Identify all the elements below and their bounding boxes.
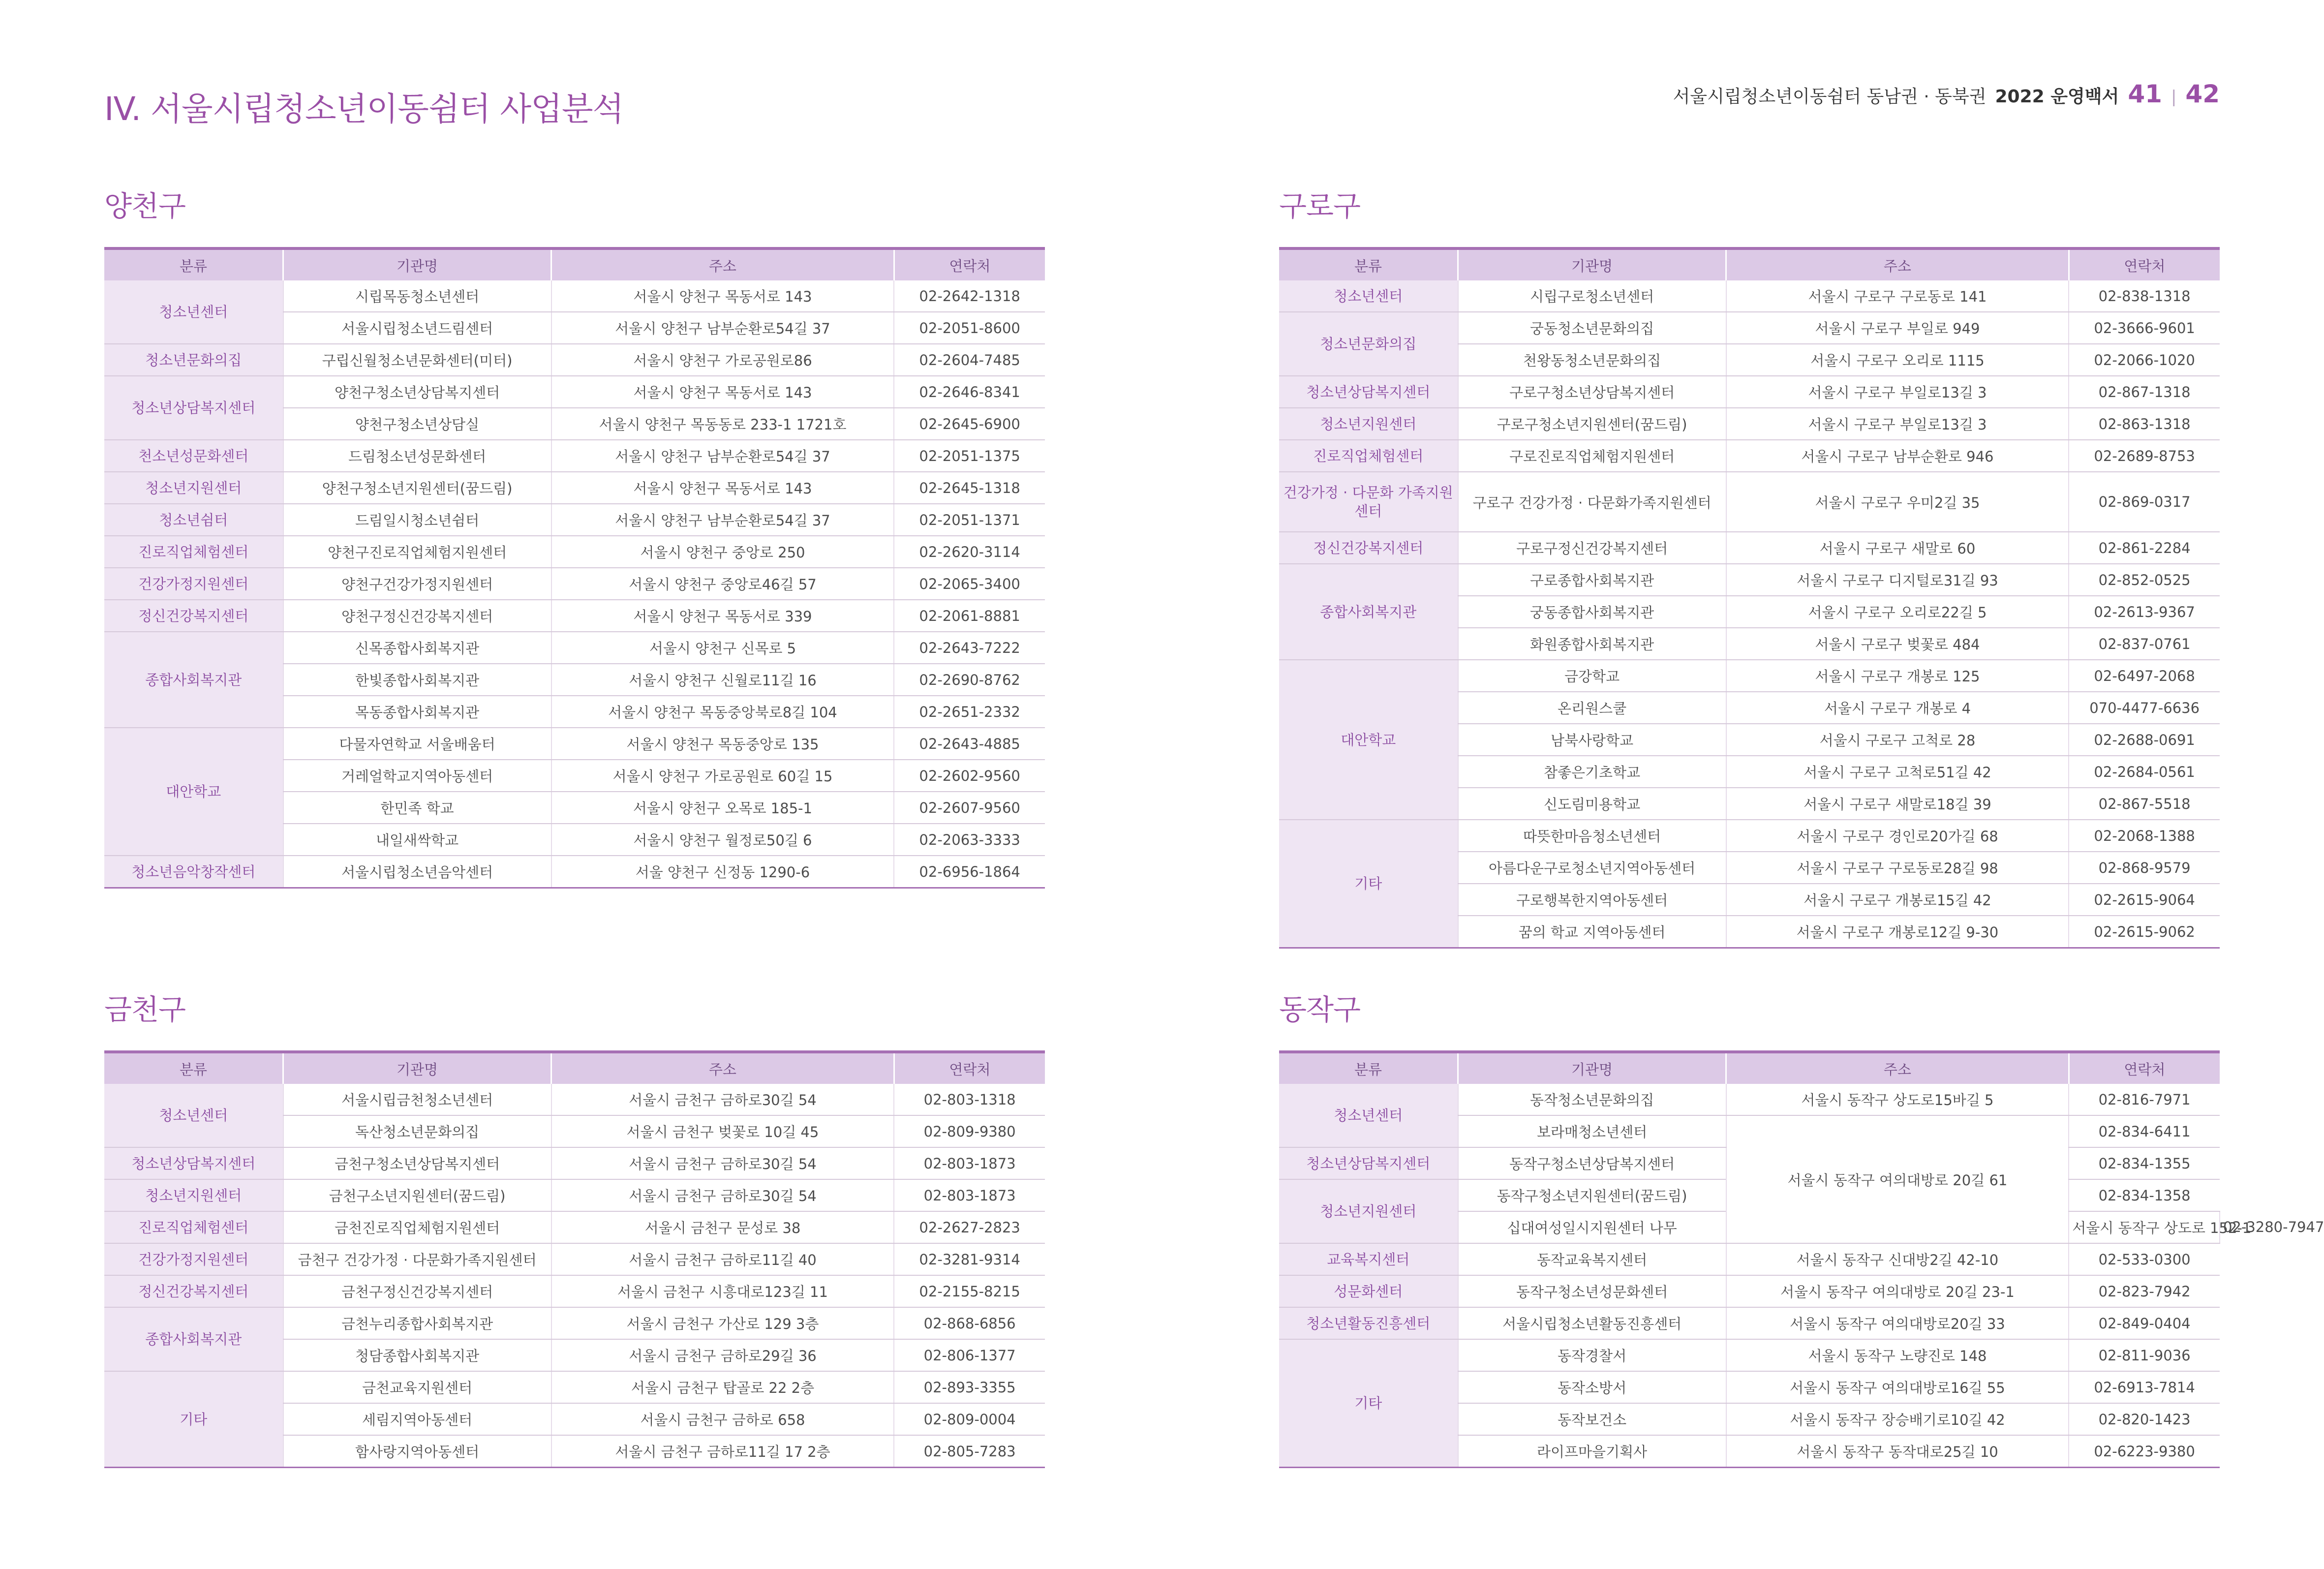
address-cell: 서울시 양천구 목동서로 143 [551,280,894,312]
phone-cell: 02-2607-9560 [894,792,1045,824]
page-number-left: 41 [2128,80,2162,108]
address-cell: 서울시 구로구 오리로22길 5 [1726,596,2069,628]
phone-cell: 02-2690-8762 [894,664,1045,696]
table-row [1279,472,2220,532]
address-cell: 서울시 금천구 금하로11길 40 [551,1243,894,1275]
category-cell: 청소년상담복지센터 [104,1147,283,1179]
institution-cell: 남북사랑학교 [1458,724,1726,756]
institution-cell: 온리원스쿨 [1458,692,1726,724]
category-cell: 청소년지원센터 [104,472,283,504]
category-cell: 대안학교 [104,728,283,856]
phone-cell: 02-838-1318 [2069,280,2220,312]
phone-cell: 02-2646-8341 [894,376,1045,408]
institution-cell: 양천구정신건강복지센터 [283,600,551,632]
phone-cell: 02-2068-1388 [2069,820,2220,852]
institution-cell: 신도림미용학교 [1458,788,1726,820]
phone-cell: 02-6913-7814 [2069,1371,2220,1403]
category-cell: 청소년센터 [104,280,283,344]
address-cell: 서울시 동작구 동작대로25길 10 [1726,1435,2069,1468]
category-cell: 청소년활동진흥센터 [1279,1307,1458,1339]
category-cell: 건강가정 · 다문화 가족지원센터 [1279,472,1458,532]
phone-cell: 02-2645-6900 [894,408,1045,440]
header-address: 주소 [1726,1052,2069,1084]
category-cell: 건강가정지원센터 [104,1243,283,1275]
address-cell: 서울시 구로구 부일로 949 [1726,312,2069,344]
address-cell: 서울시 양천구 목동서로 143 [551,376,894,408]
section-title: 동작구 [1279,993,1361,1026]
institution-cell: 동작경찰서 [1458,1339,1726,1371]
phone-cell: 02-2615-9064 [2069,884,2220,916]
phone-cell: 02-834-1355 [2069,1147,2220,1179]
institution-cell: 한빛종합사회복지관 [283,664,551,696]
table-row [104,344,1045,376]
category-cell: 청소년센터 [1279,280,1458,312]
category-cell: 청소년센터 [104,1084,283,1147]
institution-cell: 한민족 학교 [283,792,551,824]
phone-cell: 02-834-6411 [2069,1115,2220,1147]
header-phone: 연락처 [894,1052,1045,1084]
header-category: 분류 [1279,248,1458,280]
address-cell: 서울시 금천구 시흥대로123길 11 [551,1275,894,1307]
category-cell: 청소년센터 [1279,1084,1458,1147]
category-cell: 진로직업체험센터 [1279,440,1458,472]
table-row [1279,532,2220,564]
institution-cell: 구로구정신건강복지센터 [1458,532,1726,564]
institution-cell: 동작청소년문화의집 [1458,1084,1726,1115]
address-cell: 서울시 금천구 금하로30길 54 [551,1147,894,1179]
address-cell: 서울시 구로구 개봉로 4 [1726,692,2069,724]
institution-cell: 동작소방서 [1458,1371,1726,1403]
institution-cell: 금천구 건강가정 · 다문화가족지원센터 [283,1243,551,1275]
phone-cell: 02-6956-1864 [894,856,1045,888]
phone-cell: 02-868-6856 [894,1307,1045,1339]
category-cell: 기타 [1279,1339,1458,1468]
phone-cell: 02-869-0317 [2069,472,2220,532]
institution-cell: 양천구진로직업체험지원센터 [283,536,551,568]
address-cell: 서울시 금천구 금하로30길 54 [551,1179,894,1211]
institution-cell: 꿈의 학교 지역아동센터 [1458,916,1726,948]
phone-cell: 02-867-1318 [2069,376,2220,408]
phone-cell: 02-2051-8600 [894,312,1045,344]
phone-cell: 02-2604-7485 [894,344,1045,376]
table-row [104,440,1045,472]
phone-cell: 02-2689-8753 [2069,440,2220,472]
table-row [104,504,1045,536]
address-cell: 서울 양천구 신정동 1290-6 [551,856,894,888]
address-cell: 서울시 동작구 여의대방로 20길 23-1 [1726,1275,2069,1307]
phone-cell: 02-2061-8881 [894,600,1045,632]
phone-cell: 02-2602-9560 [894,760,1045,792]
category-cell: 정신건강복지센터 [104,1275,283,1307]
table-row [104,472,1045,504]
phone-cell: 02-811-9036 [2069,1339,2220,1371]
header-phone: 연락처 [2069,1052,2220,1084]
page-title: IV. 서울시립청소년이동쉼터 사업분석 [104,90,624,128]
institution-cell: 청담종합사회복지관 [283,1339,551,1371]
address-cell: 서울시 구로구 구로동로28길 98 [1726,852,2069,884]
phone-cell: 02-834-1358 [2069,1179,2220,1211]
table-row [104,536,1045,568]
address-cell: 서울시 양천구 목동서로 339 [551,600,894,632]
institution-cell: 라이프마을기획사 [1458,1435,1726,1468]
section-geumcheon [104,986,1045,1468]
phone-cell: 02-823-7942 [2069,1275,2220,1307]
category-cell: 종합사회복지관 [104,1307,283,1371]
phone-cell: 02-3666-9601 [2069,312,2220,344]
phone-cell: 02-852-0525 [2069,564,2220,596]
address-cell: 서울시 금천구 금하로29길 36 [551,1339,894,1371]
phone-cell: 02-2051-1371 [894,504,1045,536]
section-guro [1279,183,2220,949]
table-row [104,280,1045,312]
institution-cell: 양천구건강가정지원센터 [283,568,551,600]
institution-cell: 목동종합사회복지관 [283,696,551,728]
address-cell: 서울시 동작구 신대방2길 42-10 [1726,1243,2069,1275]
header-institution: 기관명 [1458,1052,1726,1084]
institution-cell: 금강학교 [1458,660,1726,692]
category-cell: 청소년지원센터 [104,1179,283,1211]
phone-cell: 070-4477-6636 [2069,692,2220,724]
institution-cell: 금천진로직업체험지원센터 [283,1211,551,1243]
directory-table [1279,247,2220,949]
address-cell: 서울시 양천구 가로공원로86 [551,344,894,376]
category-cell: 청소년음악창작센터 [104,856,283,888]
phone-cell: 02-805-7283 [894,1435,1045,1468]
table-row [1279,280,2220,312]
category-cell: 진로직업체험센터 [104,1211,283,1243]
header-category: 분류 [104,248,283,280]
address-cell: 서울시 금천구 가산로 129 3층 [551,1307,894,1339]
address-cell: 서울시 금천구 탑골로 22 2층 [551,1371,894,1403]
category-cell: 기타 [104,1371,283,1468]
header-address: 주소 [551,248,894,280]
phone-cell: 02-861-2284 [2069,532,2220,564]
phone-cell: 02-867-5518 [2069,788,2220,820]
phone-cell: 02-2620-3114 [894,536,1045,568]
phone-cell: 02-863-1318 [2069,408,2220,440]
institution-cell: 내일새싹학교 [283,824,551,856]
phone-cell: 02-6223-9380 [2069,1435,2220,1468]
institution-cell: 금천구청소년상담복지센터 [283,1147,551,1179]
category-cell: 교육복지센터 [1279,1243,1458,1275]
category-cell: 청소년문화의집 [1279,312,1458,376]
address-cell: 서울시 양천구 남부순환로54길 37 [551,312,894,344]
address-cell: 서울시 금천구 문성로 38 [551,1211,894,1243]
institution-cell: 동작보건소 [1458,1403,1726,1435]
address-cell: 서울시 구로구 고척로 28 [1726,724,2069,756]
table-row [1279,1307,2220,1339]
institution-cell: 드림일시청소년쉼터 [283,504,551,536]
category-cell: 청소년상담복지센터 [104,376,283,440]
header-title: 서울시립청소년이동쉼터 동남권 · 동북권 [1673,87,1987,107]
phone-cell: 02-816-7971 [2069,1084,2220,1115]
directory-table [104,1050,1045,1468]
institution-cell: 보라매청소년센터 [1458,1115,1726,1147]
table-row [1279,408,2220,440]
address-cell: 서울시 양천구 신목로 5 [551,632,894,664]
table-row [1279,376,2220,408]
header-phone: 연락처 [2069,248,2220,280]
phone-cell: 02-806-1377 [894,1339,1045,1371]
phone-cell: 02-820-1423 [2069,1403,2220,1435]
category-cell: 청소년상담복지센터 [1279,1147,1458,1179]
address-cell: 서울시 동작구 상도로15바길 5 [1726,1084,2069,1115]
section-title: 양천구 [104,189,186,223]
address-cell: 서울시 동작구 노량진로 148 [1726,1339,2069,1371]
category-cell: 종합사회복지관 [1279,564,1458,660]
address-cell: 서울시 구로구 개봉로12길 9-30 [1726,916,2069,948]
table-row [104,1084,1045,1115]
institution-cell: 구로구청소년상담복지센터 [1458,376,1726,408]
phone-cell: 02-803-1873 [894,1147,1045,1179]
phone-cell: 02-2155-8215 [894,1275,1045,1307]
address-cell: 서울시 금천구 금하로11길 17 2층 [551,1435,894,1468]
table-row [104,1243,1045,1275]
header-phone: 연락처 [894,248,1045,280]
phone-cell: 02-2651-2332 [894,696,1045,728]
section-dongjak [1279,986,2324,1468]
category-cell: 대안학교 [1279,660,1458,820]
table-row [104,1179,1045,1211]
header-address: 주소 [1726,248,2069,280]
institution-cell: 시립구로청소년센터 [1458,280,1726,312]
phone-cell: 02-2063-3333 [894,824,1045,856]
address-cell: 서울시 구로구 남부순환로 946 [1726,440,2069,472]
page-number-divider: | [2171,87,2177,107]
institution-cell: 함사랑지역아동센터 [283,1435,551,1468]
phone-cell: 02-2051-1375 [894,440,1045,472]
phone-cell: 02-2684-0561 [2069,756,2220,788]
address-cell: 서울시 양천구 남부순환로54길 37 [551,504,894,536]
table-row [1279,440,2220,472]
phone-cell: 02-803-1873 [894,1179,1045,1211]
page-number-right: 42 [2185,80,2220,108]
table-row [1279,564,2220,596]
table-row [104,1371,1045,1403]
address-cell: 서울시 금천구 금하로 658 [551,1403,894,1435]
address-cell: 서울시 양천구 중앙로46길 57 [551,568,894,600]
header-institution: 기관명 [1458,248,1726,280]
institution-cell: 궁동종합사회복지관 [1458,596,1726,628]
institution-cell: 금천누리종합사회복지관 [283,1307,551,1339]
category-cell: 기타 [1279,820,1458,948]
header-year-label: 2022 운영백서 [1995,87,2119,107]
institution-cell: 양천구청소년지원센터(꿈드림) [283,472,551,504]
phone-cell: 02-2065-3400 [894,568,1045,600]
address-cell: 서울시 구로구 부일로13길 3 [1726,408,2069,440]
institution-cell: 시립목동청소년센터 [283,280,551,312]
category-cell: 청소년쉼터 [104,504,283,536]
table-row [104,1211,1045,1243]
institution-cell: 동작구청소년성문화센터 [1458,1275,1726,1307]
address-cell: 서울시 구로구 새말로 60 [1726,532,2069,564]
phone-cell: 02-533-0300 [2069,1243,2220,1275]
institution-cell: 구로진로직업체험지원센터 [1458,440,1726,472]
header-category: 분류 [1279,1052,1458,1084]
institution-cell: 구로종합사회복지관 [1458,564,1726,596]
category-cell: 정신건강복지센터 [1279,532,1458,564]
address-cell: 서울시 양천구 월정로50길 6 [551,824,894,856]
category-cell: 진로직업체험센터 [104,536,283,568]
table-row [1279,660,2220,692]
phone-cell: 02-2643-7222 [894,632,1045,664]
institution-cell: 드림청소년성문화센터 [283,440,551,472]
category-cell: 청소년문화의집 [104,344,283,376]
phone-cell: 02-809-0004 [894,1403,1045,1435]
address-cell: 서울시 동작구 상도로 152-1 [2069,1211,2220,1243]
institution-cell: 거레얼학교지역아동센터 [283,760,551,792]
institution-cell: 천왕동청소년문화의집 [1458,344,1726,376]
institution-cell: 아름다운구로청소년지역아동센터 [1458,852,1726,884]
phone-cell: 02-893-3355 [894,1371,1045,1403]
phone-cell: 02-809-9380 [894,1115,1045,1147]
institution-cell: 서울시립청소년음악센터 [283,856,551,888]
table-row [1279,312,2220,344]
address-cell: 서울시 금천구 벚꽃로 10길 45 [551,1115,894,1147]
institution-cell: 동작구청소년상담복지센터 [1458,1147,1726,1179]
institution-cell: 양천구청소년상담복지센터 [283,376,551,408]
address-cell: 서울시 양천구 중앙로 250 [551,536,894,568]
address-cell: 서울시 구로구 오리로 1115 [1726,344,2069,376]
address-cell: 서울시 구로구 디지털로31길 93 [1726,564,2069,596]
institution-cell: 동작구청소년지원센터(꿈드림) [1458,1179,1726,1211]
phone-cell: 02-2688-0691 [2069,724,2220,756]
institution-cell: 구로행복한지역아동센터 [1458,884,1726,916]
table-row [1279,820,2220,852]
address-cell: 서울시 양천구 오목로 185-1 [551,792,894,824]
address-cell: 서울시 양천구 목동동로 233-1 1721호 [551,408,894,440]
institution-cell: 서울시립금천청소년센터 [283,1084,551,1115]
table-row [104,600,1045,632]
address-cell: 서울시 구로구 경인로20가길 68 [1726,820,2069,852]
address-cell: 서울시 구로구 새말로18길 39 [1726,788,2069,820]
address-cell: 서울시 양천구 가로공원로 60길 15 [551,760,894,792]
header-address: 주소 [551,1052,894,1084]
address-cell: 서울시 동작구 여의대방로20길 33 [1726,1307,2069,1339]
institution-cell: 신목종합사회복지관 [283,632,551,664]
table-row [104,632,1045,664]
table-row [1279,1084,2220,1115]
institution-cell: 화원종합사회복지관 [1458,628,1726,660]
phone-cell: 02-2613-9367 [2069,596,2220,628]
table-row [104,1147,1045,1179]
table-row [104,568,1045,600]
page-header [1673,80,2220,108]
section-title: 구로구 [1279,189,1361,223]
address-cell: 서울시 구로구 부일로13길 3 [1726,376,2069,408]
category-cell: 청소년지원센터 [1279,408,1458,440]
table-row [1279,1275,2220,1307]
header-institution: 기관명 [283,248,551,280]
institution-cell: 십대여성일시지원센터 나무 [1458,1211,1726,1243]
phone-cell: 02-2627-2823 [894,1211,1045,1243]
address-cell: 서울시 구로구 벚꽃로 484 [1726,628,2069,660]
category-cell: 청소년지원센터 [1279,1179,1458,1243]
address-cell: 서울시 동작구 여의대방로 20길 61 [1726,1115,2069,1243]
institution-cell: 금천교육지원센터 [283,1371,551,1403]
institution-cell: 서울시립청소년활동진흥센터 [1458,1307,1726,1339]
table-row [104,728,1045,760]
address-cell: 서울시 구로구 고척로51길 42 [1726,756,2069,788]
address-cell: 서울시 구로구 개봉로15길 42 [1726,884,2069,916]
phone-cell: 02-868-9579 [2069,852,2220,884]
address-cell: 서울시 동작구 여의대방로16길 55 [1726,1371,2069,1403]
institution-cell: 궁동청소년문화의집 [1458,312,1726,344]
phone-cell: 02-2615-9062 [2069,916,2220,948]
phone-cell: 02-837-0761 [2069,628,2220,660]
phone-cell: 02-849-0404 [2069,1307,2220,1339]
institution-cell: 구립신월청소년문화센터(미터) [283,344,551,376]
institution-cell: 양천구청소년상담실 [283,408,551,440]
category-cell: 종합사회복지관 [104,632,283,728]
address-cell: 서울시 양천구 남부순환로54길 37 [551,440,894,472]
phone-cell: 02-803-1318 [894,1084,1045,1115]
section-yangcheon [104,183,1045,889]
category-cell: 건강가정지원센터 [104,568,283,600]
institution-cell: 구로구 건강가정 · 다문화가족지원센터 [1458,472,1726,532]
address-cell: 서울시 양천구 목동서로 143 [551,472,894,504]
institution-cell: 독산청소년문화의집 [283,1115,551,1147]
table-row [1279,1243,2220,1275]
header-institution: 기관명 [283,1052,551,1084]
category-cell: 청소년상담복지센터 [1279,376,1458,408]
table-row [104,856,1045,888]
phone-cell: 02-2642-1318 [894,280,1045,312]
institution-cell: 다물자연학교 서울배움터 [283,728,551,760]
directory-table [1279,1050,2324,1468]
address-cell: 서울시 양천구 목동중앙로 135 [551,728,894,760]
category-cell: 천소년성문화센터 [104,440,283,472]
address-cell: 서울시 구로구 구로동로 141 [1726,280,2069,312]
directory-table [104,247,1045,889]
address-cell: 서울시 양천구 신월로11길 16 [551,664,894,696]
section-title: 금천구 [104,993,186,1026]
institution-cell: 따뜻한마음청소년센터 [1458,820,1726,852]
phone-cell: 02-6497-2068 [2069,660,2220,692]
table-row [104,1275,1045,1307]
address-cell: 서울시 동작구 장승배기로10길 42 [1726,1403,2069,1435]
table-row [1279,1339,2220,1371]
phone-cell: 02-2643-4885 [894,728,1045,760]
table-row [104,1307,1045,1339]
institution-cell: 금천구소년지원센터(꿈드림) [283,1179,551,1211]
phone-cell: 02-2645-1318 [894,472,1045,504]
address-cell: 서울시 금천구 금하로30길 54 [551,1084,894,1115]
institution-cell: 동작교육복지센터 [1458,1243,1726,1275]
address-cell: 서울시 구로구 개봉로 125 [1726,660,2069,692]
institution-cell: 서울시립청소년드림센터 [283,312,551,344]
institution-cell: 참좋은기초학교 [1458,756,1726,788]
institution-cell: 구로구청소년지원센터(꿈드림) [1458,408,1726,440]
category-cell: 정신건강복지센터 [104,600,283,632]
phone-cell: 02-3281-9314 [894,1243,1045,1275]
category-cell: 성문화센터 [1279,1275,1458,1307]
phone-cell: 02-2066-1020 [2069,344,2220,376]
address-cell: 서울시 구로구 우미2길 35 [1726,472,2069,532]
header-category: 분류 [104,1052,283,1084]
institution-cell: 세림지역아동센터 [283,1403,551,1435]
table-row [104,376,1045,408]
address-cell: 서울시 양천구 목동중앙북로8길 104 [551,696,894,728]
institution-cell: 금천구정신건강복지센터 [283,1275,551,1307]
